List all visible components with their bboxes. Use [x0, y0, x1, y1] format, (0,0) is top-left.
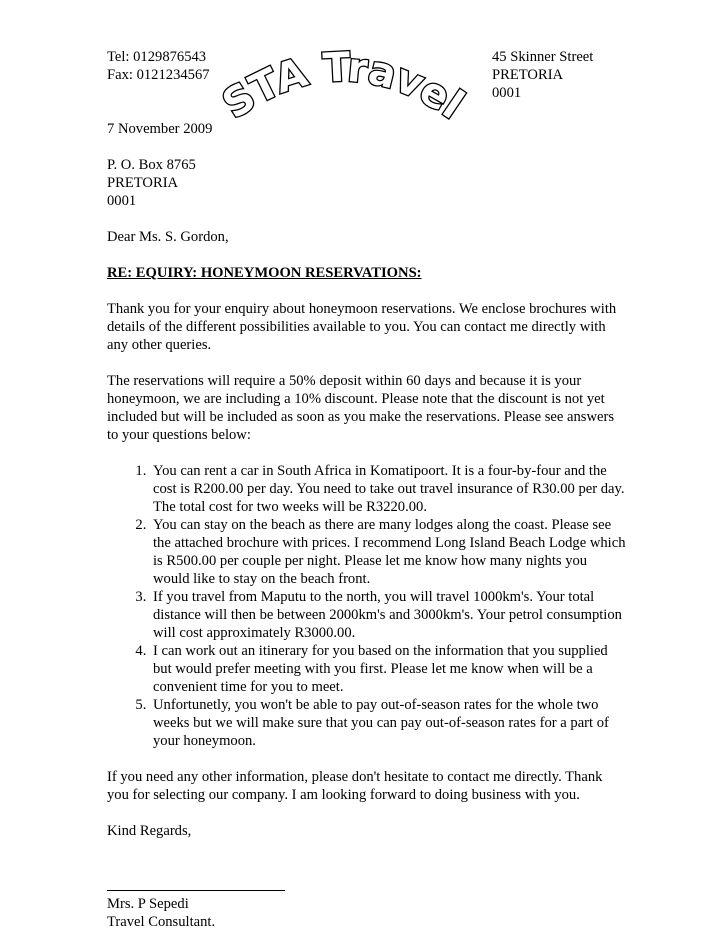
logo-text-path: STA Travel: [214, 48, 472, 129]
answer-item-accommodation: 2. You can stay on the beach as there are many lodges along the coast. Please see the attached brochure with prices. I recommend Long Island Beach Lodge which is R500.00 per couple per night. Please let me know how many nights you would like to stay on the beach front.: [150, 516, 627, 588]
answers-list: [107, 462, 627, 750]
recipient-city: PRETORIA: [107, 175, 179, 191]
answer-item-travel-distance: 3. If you travel from Maputu to the north, you will travel 1000km's. Your total distance will then be between 2000km's and 3000km's. Your petrol consumption will cost approximately R3000.00.: [150, 588, 627, 642]
fax: Fax: 0121234567: [107, 67, 210, 83]
subject-line: RE: EQUIRY: HONEYMOON RESERVATIONS:: [107, 265, 422, 281]
letter-body: [107, 120, 627, 931]
signatory-title: Travel Consultant.: [107, 914, 216, 930]
logo-text: [215, 48, 472, 128]
sender-address: [492, 48, 593, 102]
answer-item-car-rental: 1. You can rent a car in South Africa in Komatipoort. It is a four-by-four and the cost is R200.00 per day. You need to take out travel insurance of R30.00 per day. The total cost for two weeks will be R3220.00.: [150, 462, 627, 516]
sender-street: 45 Skinner Street: [492, 49, 594, 65]
sender-postcode: 0001: [492, 85, 522, 101]
contact-block: [107, 48, 210, 84]
answer-item-rates: 5. Unfortunetly, you won't be able to pay out-of-season rates for the whole two weeks but we will make sure that you can pay out-of-season rates for a part of your honeymoon.: [150, 696, 627, 750]
recipient-po-box: P. O. Box 8765: [107, 157, 196, 173]
closing-paragraph: If you need any other information, please don't hesitate to contact me directly. Thank you for selecting our company. I am looking forward to doing business with you.: [107, 769, 603, 803]
signatory-name: Mrs. P Sepedi: [107, 896, 189, 912]
intro-paragraph: Thank you for your enquiry about honeymoon reservations. We enclose brochures with details of the different possibilities available to you. You can contact me directly with any other queries.: [107, 301, 617, 353]
closing-regards: Kind Regards,: [107, 823, 192, 839]
answer-item-itinerary: 4. I can work out an itinerary for you based on the information that you supplied but would prefer meeting with you first. Please let me know when will be a convenient time for you to meet.: [150, 642, 627, 696]
recipient-address: [107, 156, 627, 210]
salutation: Dear Ms. S. Gordon,: [107, 229, 229, 245]
deposit-paragraph: The reservations will require a 50% deposit within 60 days and because it is your honeymoon, we are including a 10% discount. Please note that the discount is not yet included but will be included as soon as you make the reservations. Please see answers to your questions below:: [107, 373, 614, 443]
signature-line: [107, 876, 285, 891]
letter-date: 7 November 2009: [107, 121, 213, 137]
sender-city: PRETORIA: [492, 67, 564, 83]
recipient-postcode: 0001: [107, 193, 137, 209]
telephone: Tel: 0129876543: [107, 49, 207, 65]
